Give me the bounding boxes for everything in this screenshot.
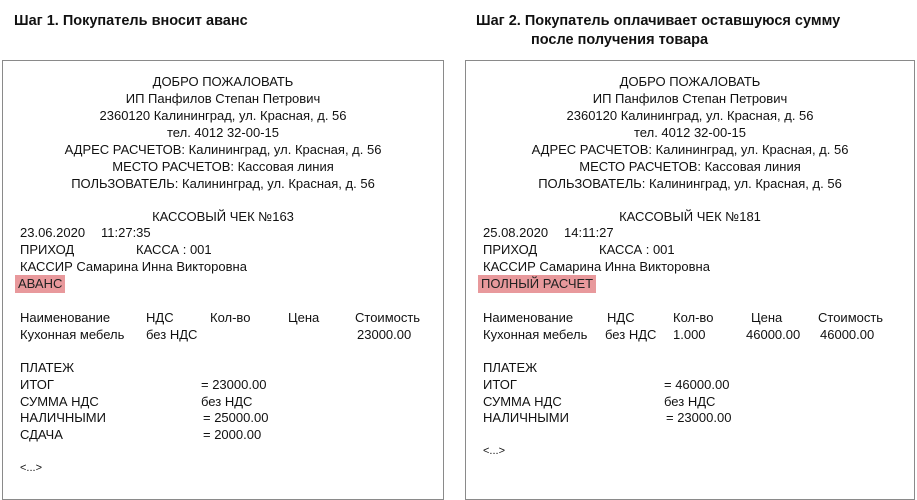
receipt-check-title: КАССОВЫЙ ЧЕК №181: [619, 209, 761, 224]
column-cost-header: Стоимость: [818, 310, 884, 325]
payment-header: ПЛАТЕЖ: [483, 360, 538, 375]
column-price-header: Цена: [288, 310, 320, 325]
receipt-settlement-place: МЕСТО РАСЧЕТОВ: Кассовая линия: [579, 159, 801, 174]
receipt-ellipsis: <...>: [483, 445, 506, 457]
column-name-header: Наименование: [20, 310, 111, 325]
receipt-user: ПОЛЬЗОВАТЕЛЬ: Калининград, ул. Красная, д. 56: [71, 176, 375, 191]
receipt-cashier: КАССИР Самарина Инна Викторовна: [483, 259, 710, 274]
step2-title-line1: Шаг 2. Покупатель оплачивает оставшуюся сумму: [476, 13, 841, 29]
column-qty-header: Кол-во: [673, 310, 714, 325]
receipt-welcome: ДОБРО ПОЖАЛОВАТЬ: [619, 74, 761, 89]
payment-change-label: СДАЧА: [20, 427, 63, 442]
payment-total-value: = 23000.00: [201, 377, 267, 392]
receipt-register: КАССА : 001: [136, 242, 212, 257]
receipt-settlement-address: АДРЕС РАСЧЕТОВ: Калининград, ул. Красная, д. 56: [531, 142, 849, 157]
payment-change-value: = 2000.00: [203, 427, 262, 442]
payment-vat-value: без НДС: [201, 394, 253, 409]
item-cost: 46000.00: [820, 327, 875, 342]
column-price-header: Цена: [751, 310, 783, 325]
step2-title: [476, 12, 840, 50]
payment-vat-label: СУММА НДС: [20, 394, 99, 409]
receipt-step2: [465, 60, 915, 500]
payment-cash-label: НАЛИЧНЫМИ: [20, 410, 106, 425]
payment-cash-value: = 25000.00: [203, 410, 269, 425]
receipt-operation: ПРИХОД: [20, 242, 75, 257]
receipt-user: ПОЛЬЗОВАТЕЛЬ: Калининград, ул. Красная, д. 56: [538, 176, 842, 191]
item-name: Кухонная мебель: [483, 327, 588, 342]
item-price: 46000.00: [746, 327, 801, 342]
column-vat-header: НДС: [146, 310, 174, 325]
item-vat: без НДС: [146, 327, 198, 342]
receipt-time: 14:11:27: [564, 225, 614, 240]
payment-cash-label: НАЛИЧНЫМИ: [483, 410, 569, 425]
step1-title: Шаг 1. Покупатель вносит аванс: [14, 13, 248, 29]
receipt-ellipsis: <...>: [20, 462, 43, 474]
receipt-seller: ИП Панфилов Степан Петрович: [592, 91, 788, 106]
item-vat: без НДС: [605, 327, 657, 342]
receipt-address: 2360120 Калининград, ул. Красная, д. 56: [99, 108, 347, 123]
receipt-seller: ИП Панфилов Степан Петрович: [125, 91, 321, 106]
payment-cash-value: = 23000.00: [666, 410, 732, 425]
step2-title-line2: после получения товара: [531, 32, 709, 48]
payment-header: ПЛАТЕЖ: [20, 360, 75, 375]
receipt-phone: тел. 4012 32-00-15: [167, 125, 279, 140]
receipt-address: 2360120 Калининград, ул. Красная, д. 56: [566, 108, 814, 123]
receipt-settlement-place: МЕСТО РАСЧЕТОВ: Кассовая линия: [112, 159, 334, 174]
payment-type-badge: АВАНС: [15, 275, 65, 293]
receipt-step1: [2, 60, 444, 500]
item-cost: 23000.00: [357, 327, 412, 342]
item-name: Кухонная мебель: [20, 327, 125, 342]
receipt-date: 25.08.2020: [483, 225, 549, 240]
receipt-phone: тел. 4012 32-00-15: [634, 125, 746, 140]
receipt-cashier: КАССИР Самарина Инна Викторовна: [20, 259, 247, 274]
column-qty-header: Кол-во: [210, 310, 251, 325]
receipt-time: 11:27:35: [101, 225, 151, 240]
receipt-settlement-address: АДРЕС РАСЧЕТОВ: Калининград, ул. Красная, д. 56: [64, 142, 382, 157]
payment-total-label: ИТОГ: [20, 377, 54, 392]
payment-vat-value: без НДС: [664, 394, 716, 409]
payment-total-value: = 46000.00: [664, 377, 730, 392]
payment-vat-label: СУММА НДС: [483, 394, 562, 409]
payment-type-badge: ПОЛНЫЙ РАСЧЕТ: [478, 275, 596, 293]
column-vat-header: НДС: [607, 310, 635, 325]
item-qty: 1.000: [673, 327, 706, 342]
receipt-operation: ПРИХОД: [483, 242, 538, 257]
column-name-header: Наименование: [483, 310, 574, 325]
receipt-welcome: ДОБРО ПОЖАЛОВАТЬ: [152, 74, 294, 89]
receipt-date: 23.06.2020: [20, 225, 86, 240]
payment-total-label: ИТОГ: [483, 377, 517, 392]
receipt-check-title: КАССОВЫЙ ЧЕК №163: [152, 209, 294, 224]
column-cost-header: Стоимость: [355, 310, 421, 325]
receipt-register: КАССА : 001: [599, 242, 675, 257]
